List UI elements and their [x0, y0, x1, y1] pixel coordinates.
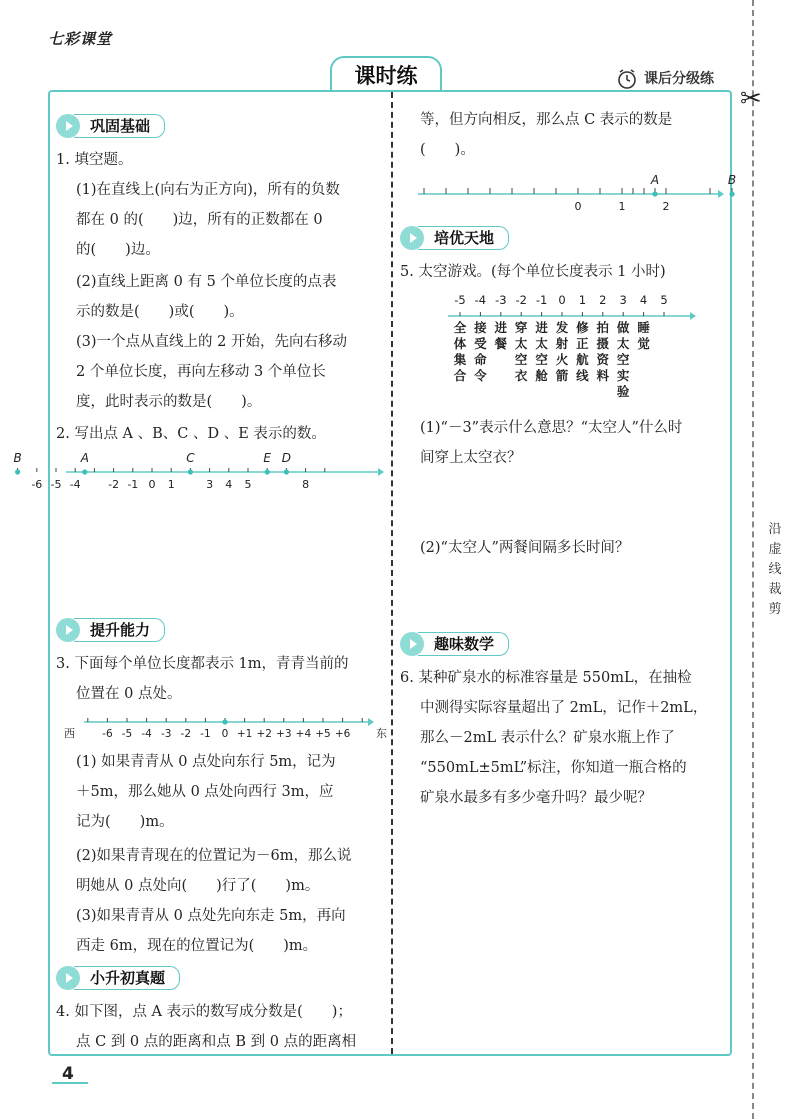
tick-label: 5	[660, 293, 668, 307]
tick-label: 3	[206, 478, 214, 491]
point-c	[188, 469, 193, 474]
question-2-title: 2. 写出点 A 、B、C 、D 、E 表示的数。	[56, 426, 326, 442]
point-d	[284, 469, 289, 474]
question-text: 中测得实际容量超出了 2mL，记作＋2mL，	[420, 700, 708, 716]
tick-label: 8	[302, 478, 310, 491]
tick-label: +3	[276, 728, 292, 740]
east-label: 东	[376, 727, 387, 740]
timeline-event: 拍摄资料	[596, 320, 610, 383]
question-3-title: 3. 下面每个单位长度都表示 1m，青青当前的	[56, 656, 349, 672]
question-text: (2)直线上距离 0 有 5 个单位长度的点表	[76, 274, 337, 290]
tick-label: 0	[221, 728, 229, 740]
timeline-event: 穿太空衣	[514, 320, 528, 383]
scissors-icon: ✂	[740, 84, 762, 114]
tick-label: -5	[121, 728, 133, 740]
question-text: 西走 6m，现在的位置记为( )m。	[76, 938, 318, 954]
point-label-b: B	[13, 451, 22, 465]
point-label-c: C	[186, 451, 195, 465]
column-divider	[391, 92, 393, 1054]
tick-label: -1	[200, 728, 211, 740]
tick-label: 1	[578, 293, 587, 307]
question-text: 间穿上太空衣？	[420, 450, 522, 466]
timeline-event: 进餐	[494, 320, 508, 351]
tick-label: 1	[167, 478, 175, 491]
play-bubble-icon	[400, 632, 424, 656]
question-5-title: 5. 太空游戏。(每个单位长度表示 1 小时)	[400, 264, 666, 280]
tick-label: -4	[141, 728, 152, 740]
section-header-advanced	[400, 226, 509, 250]
question-text: 示的数是( )或( )。	[76, 304, 244, 320]
section-header-basics	[56, 114, 165, 138]
tick-label: 3	[619, 293, 627, 307]
timeline-event: 进太空舱	[535, 320, 548, 383]
cut-line	[752, 0, 754, 1119]
point-label-a: A	[80, 451, 89, 465]
clock-icon	[616, 68, 638, 90]
question-text: (2)如果青青现在的位置记为－6m，那么说	[76, 848, 352, 864]
tick-label: -6	[31, 478, 43, 491]
timeline-event: 发射火箭	[555, 320, 569, 383]
question-text: 都在 0 的( )边，所有的正数都在 0	[76, 212, 323, 228]
tick-label: +1	[236, 728, 253, 740]
question-text: 那么－2mL 表示什么？矿泉水瓶上作了	[420, 730, 675, 746]
timeline-event: 做太空实验	[616, 320, 630, 399]
tick-label: -5	[454, 293, 466, 307]
question-text: 位置在 0 点处。	[76, 686, 182, 702]
tick-label: -2	[515, 293, 527, 307]
axis-arrow	[718, 190, 724, 198]
section-label: 培优天地	[418, 226, 509, 250]
timeline-event: 睡觉	[637, 320, 650, 351]
question-6-title: 6. 某种矿泉水的标准容量是 550mL，在抽检	[400, 670, 692, 686]
brand-logo: 七彩课堂	[48, 30, 113, 48]
tick-label: -3	[495, 293, 507, 307]
section-header-fun-math	[400, 632, 509, 656]
tick-label: -4	[69, 478, 81, 491]
play-bubble-icon	[56, 618, 80, 642]
point-e	[265, 469, 270, 474]
question-text: 点 C 到 0 点的距离和点 B 到 0 点的距离相	[76, 1034, 357, 1050]
question-4-title: 4. 如下图，点 A 表示的数写成分数是( )；	[56, 1004, 352, 1020]
tick-label: -2	[180, 728, 192, 740]
tick-label: -5	[50, 478, 62, 491]
play-bubble-icon	[400, 226, 424, 250]
number-line-q5	[420, 288, 710, 322]
section-header-exam	[56, 966, 180, 990]
homework-level-label: 课后分级练	[644, 71, 714, 87]
tick-label: 2	[662, 200, 670, 213]
timeline-event: 接受命令	[474, 320, 487, 383]
question-text: 等，但方向相反，那么点 C 表示的数是	[420, 112, 673, 128]
question-text: ＋5m，那么她从 0 点处向西行 3m，应	[76, 784, 334, 800]
tick-label: 1	[618, 200, 626, 213]
tick-label: +6	[334, 728, 351, 740]
question-text: 2 个单位长度，再向左移动 3 个单位长	[76, 364, 326, 380]
question-text: 的( )边。	[76, 242, 160, 258]
timeline-event: 全体集合	[453, 320, 467, 383]
tick-label: 4	[225, 478, 233, 491]
point-label-b: B	[727, 173, 737, 187]
number-line-q4	[414, 170, 737, 216]
section-label: 巩固基础	[74, 114, 165, 138]
point-label-e: E	[263, 451, 271, 465]
tick-label: 0	[574, 200, 582, 213]
point-a	[652, 191, 657, 196]
tick-label: 5	[244, 478, 252, 491]
tick-label: +4	[295, 728, 312, 740]
question-text: 矿泉水最多有多少毫升吗？最少呢？	[420, 790, 652, 806]
question-text: (1)“－3”表示什么意思？“太空人”什么时	[420, 420, 683, 436]
section-header-improve	[56, 618, 165, 642]
question-text: (2)“太空人”两餐间隔多长时间？	[420, 540, 630, 556]
tick-label: -1	[535, 293, 548, 307]
question-text: (3)一个点从直线上的 2 开始，先向右移动	[76, 334, 347, 350]
tick-label: +2	[256, 728, 272, 740]
play-bubble-icon	[56, 114, 80, 138]
point-a	[82, 469, 87, 474]
timeline-event: 修正航线	[576, 320, 589, 383]
tick-label: +5	[315, 728, 331, 740]
page-title: 课时练	[330, 56, 442, 92]
page-number: 4	[62, 1064, 74, 1084]
section-label: 趣味数学	[418, 632, 509, 656]
tick-label: -1	[127, 478, 139, 491]
question-1-title: 1. 填空题。	[56, 152, 133, 168]
question-text: 度，此时表示的数是( )。	[76, 394, 262, 410]
tick-label: -3	[160, 728, 172, 740]
tick-label: -2	[108, 478, 120, 491]
cut-instruction: 沿虚线裁剪	[768, 522, 782, 617]
point-b	[15, 469, 20, 474]
question-text: “550mL±5mL”标注，你知道一瓶合格的	[420, 760, 687, 776]
play-bubble-icon	[56, 966, 80, 990]
tick-label: 4	[639, 293, 648, 307]
origin-dot	[222, 719, 227, 724]
axis-arrow	[368, 718, 374, 726]
point-label-a: A	[650, 173, 660, 187]
number-line-q2	[13, 448, 384, 492]
tick-label: 0	[558, 293, 566, 307]
point-label-d: D	[281, 451, 292, 465]
question-text: (1)在直线上(向右为正方向)，所有的负数	[76, 182, 340, 198]
question-text: 明她从 0 点处向( )行了( )m。	[76, 878, 320, 894]
tick-label: -6	[102, 728, 113, 740]
tick-label: 2	[599, 293, 607, 307]
point-b	[729, 191, 734, 196]
question-text: (1) 如果青青从 0 点处向东行 5m，记为	[76, 754, 336, 770]
number-line-q3	[62, 712, 388, 748]
axis-arrow	[690, 312, 696, 320]
question-text: ( )。	[420, 142, 475, 158]
question-text: 记为( )m。	[76, 814, 174, 830]
tick-label: -4	[474, 293, 487, 307]
page-number-underline	[52, 1082, 88, 1084]
section-label: 小升初真题	[74, 966, 180, 990]
axis-arrow	[378, 468, 384, 476]
section-label: 提升能力	[74, 618, 165, 642]
tick-label: 0	[148, 478, 156, 491]
question-text: (3)如果青青从 0 点处先向东走 5m，再向	[76, 908, 346, 924]
west-label: 西	[64, 727, 75, 740]
